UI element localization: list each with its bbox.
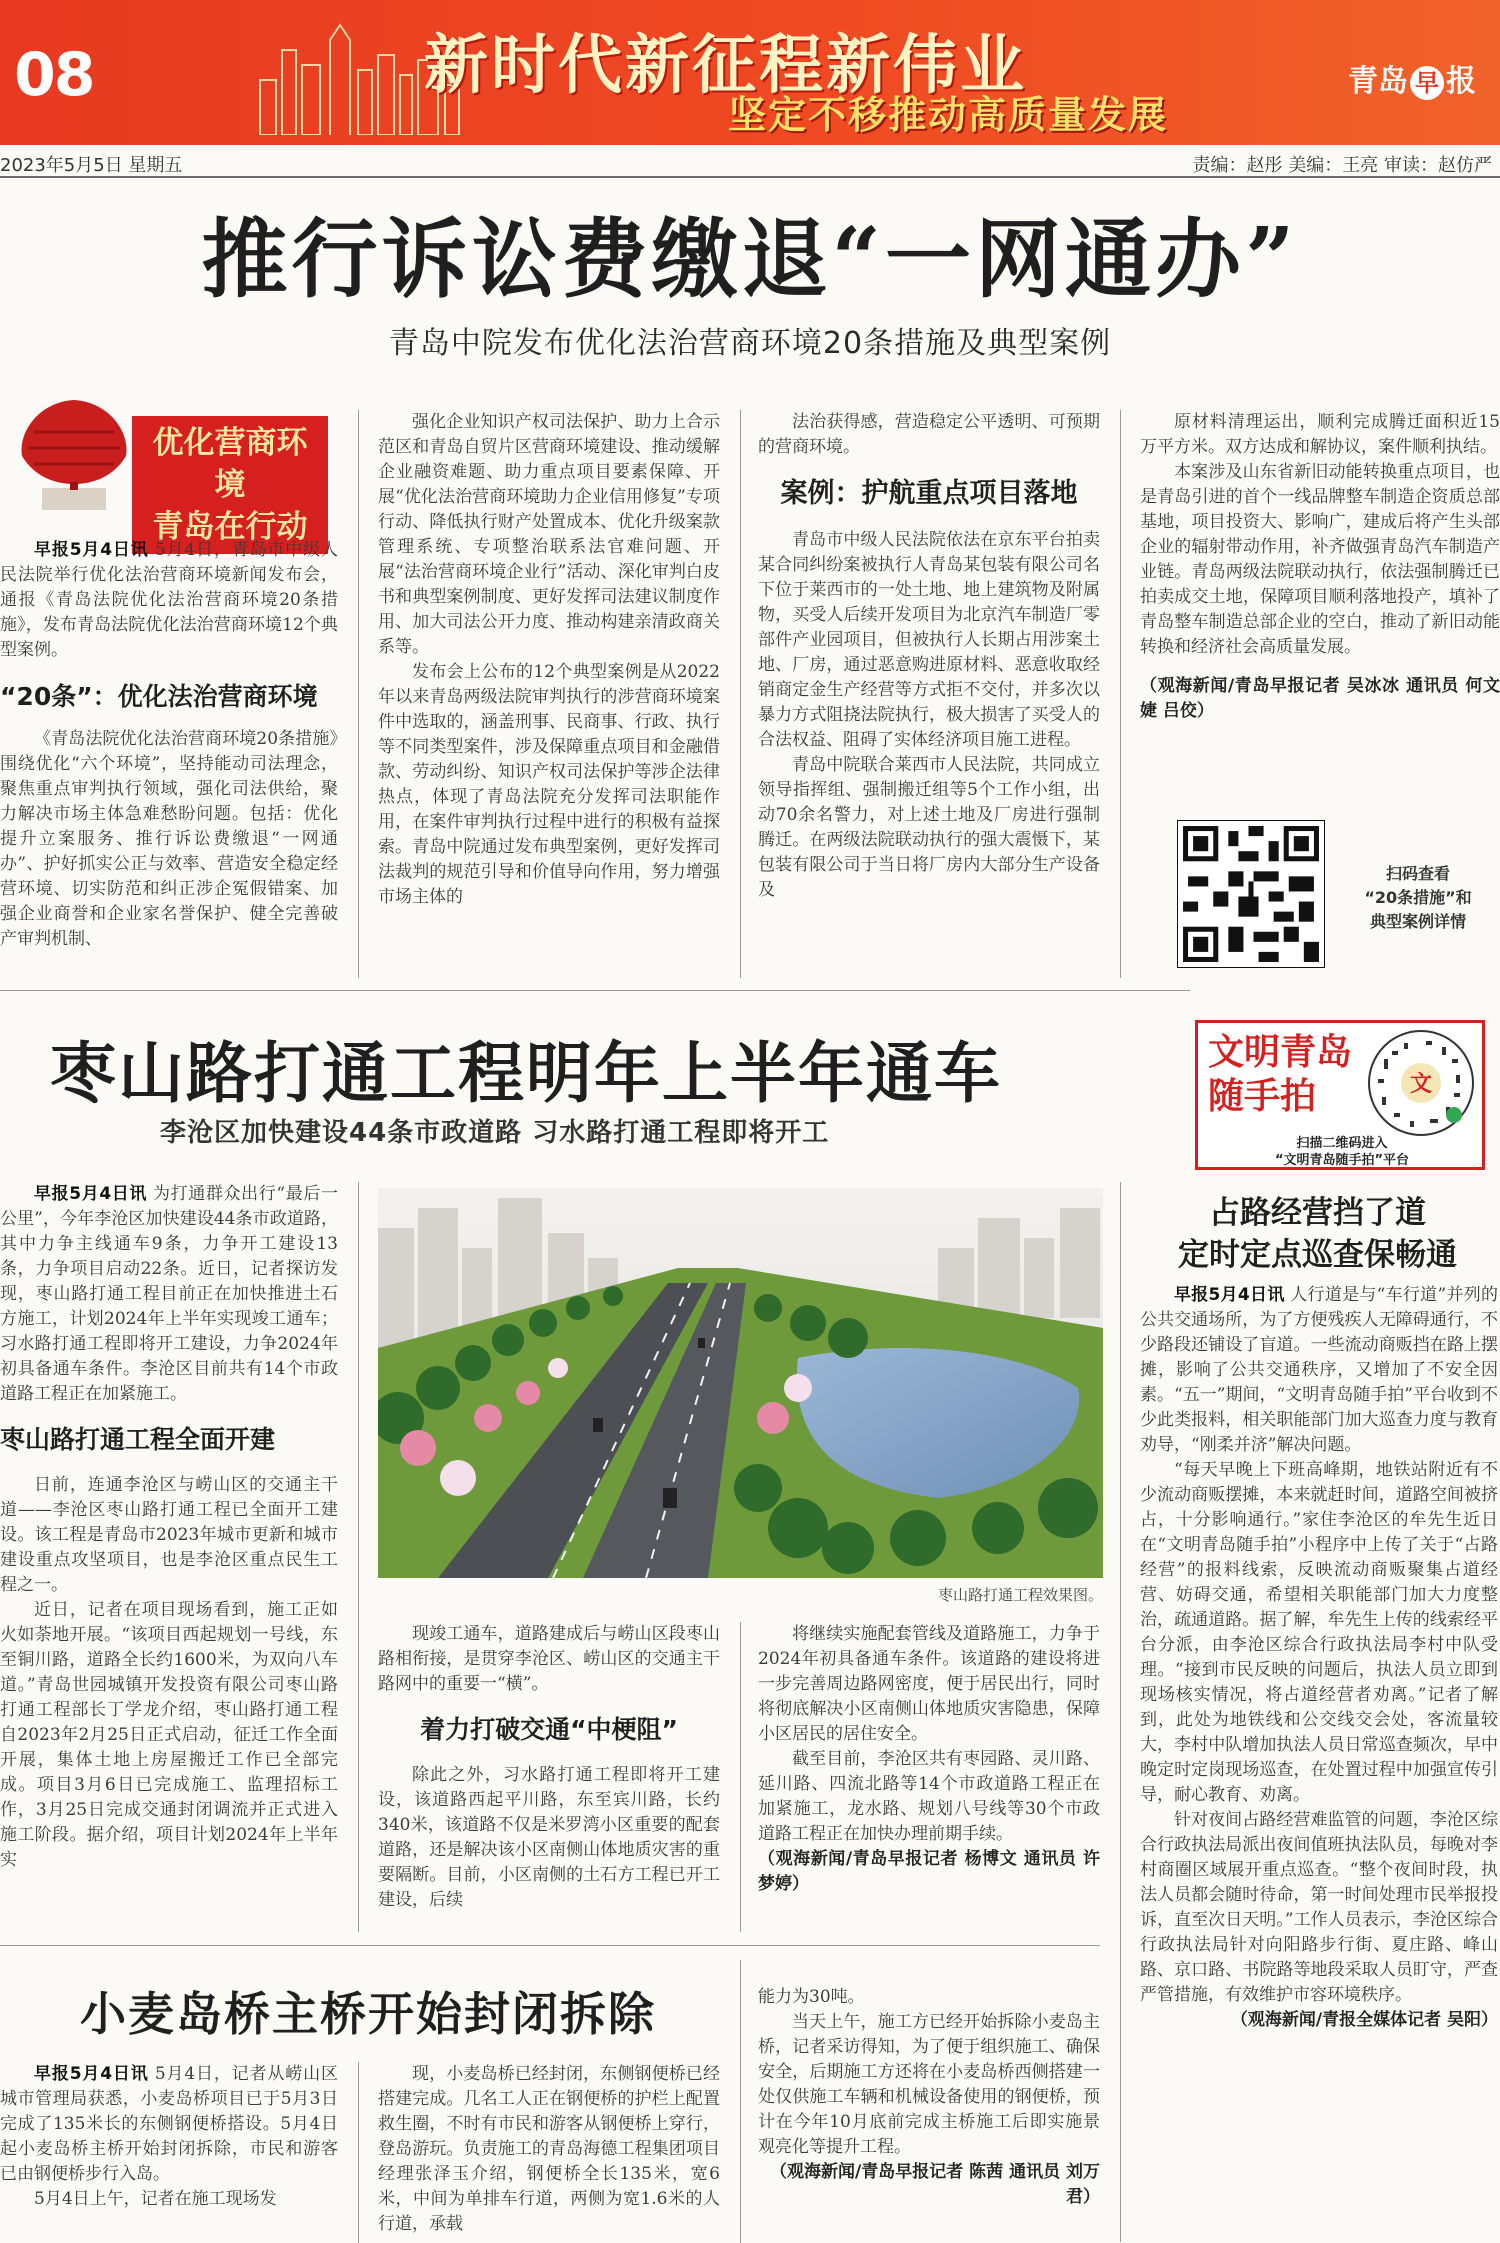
column-divider [740, 1960, 741, 2243]
banner-title: 新时代新征程新伟业 [424, 29, 1027, 103]
article2-lead-paragraph: 早报5月4日讯 为打通群众出行“最后一公里”，今年李沧区加快建设44条市政道路，其中力争主线通车9条，力争开工建设13条，力争项目启动22条。近日，记者探访发现，枣山路打通工程目前正在加快推进土石方施工，计划2024年上半年实现竣工通车；习水路打通工程即将开工建设，力争2024年初具备通车条件。李沧区目前共有14个市政道路工程正在加紧施工。 [0, 1184, 338, 1404]
article1-paragraph: 强化企业知识产权司法保护、助力上合示范区和青岛自贸片区营商环境建设、推动缓解企业融资难题、助力重点项目要素保障、开展“优化法治营商环境助力企业信用修复”专项行动、降低执行财产处置成本、优化升级案款管理系统、专项整治联系法官难问题、开展“法治营商环境企业行”活动、深化审判白皮书和典型案例制度、更好发挥司法建议制度作用、加大司法公开力度、推动构建亲清政商关系等。 [378, 412, 720, 657]
article1-paragraph: 法治获得感，营造稳定公平透明、可预期的营商环境。 [758, 412, 1100, 457]
editor-credits: 责编：赵彤 美编：王亮 审读：赵仿严 [1192, 155, 1492, 176]
article1-credit: （观海新闻/青岛早报记者 吴冰冰 通讯员 何文婕 吕佼） [1140, 676, 1500, 721]
campaign-badge: 优化营商环境 青岛在行动 [132, 416, 328, 554]
article1-section-heading-2: 案例：护航重点项目落地 [780, 478, 1078, 509]
article4-headline: 小麦岛桥主桥开始封闭拆除 [80, 1987, 656, 2041]
column-divider [358, 1182, 359, 1932]
article2-column-3 [758, 1622, 1100, 1932]
article3-headline: 占路经营挡了道 定时定点巡查保畅通 [1178, 1195, 1457, 1273]
civilized-note: 扫描二维码进入 “文明青岛随手拍”平台 [1274, 1136, 1410, 1168]
article4-credit: （观海新闻/青岛早报记者 陈茜 通讯员 刘万君） [770, 2162, 1100, 2207]
column-divider [740, 410, 741, 978]
article1-paragraph: 青岛中院联合莱西市人民法院，共同成立领导指挥组、强制搬迁组等5个工作小组，出动70余名警力，对上述土地及厂房进行强制腾迁。在两级法院联动执行的强大震慑下，某包装有限公司于当日将厂房内大部分生产设备及 [758, 755, 1100, 900]
article2-paragraph: 截至目前，李沧区共有枣园路、灵川路、延川路、四流北路等14个市政道路工程正在加紧施工，龙水路、规划八号线等30个市政道路工程正在加快办理前期手续。 [758, 1749, 1100, 1844]
article2-paragraph: 除此之外，习水路打通工程即将开工建设，该道路西起平川路，东至宾川路，长约340米，该道路不仅是米罗湾小区重要的配套道路，还是解决该小区南侧山体地质灾害的重要隔断。目前，小区南侧的土石方工程已开工建设，后续 [378, 1765, 720, 1910]
article2-section-heading-2: 着力打破交通“中梗阻” [420, 1715, 678, 1744]
article1-column-3 [758, 410, 1100, 978]
section-rule [0, 990, 1190, 991]
article1-paragraph: 本案涉及山东省新旧动能转换重点项目，也是青岛引进的首个一线品牌整车制造企资质总部基地，项目投资大、影响广，建成后将产生头部企业的辐射带动作用，补齐做强青岛汽车制造产业链。青岛两级法院联动执行，依法强制腾迁已拍卖成交土地，保障项目顺利落地投产，填补了青岛整车制造总部企业的空白，推动了新旧动能转换和经济社会高质量发展。 [1140, 462, 1500, 657]
mini-program-code-icon[interactable] [1364, 1029, 1478, 1137]
article4-lead-paragraph: 早报5月4日讯 5月4日，记者从崂山区城市管理局获悉，小麦岛桥项目已于5月3日完成了135米长的东侧钢便桥搭设。5月4日起小麦岛桥主桥开始封闭拆除，市民和游客已由钢便桥步行入岛。 [0, 2064, 338, 2184]
landmark-sculpture-icon [14, 392, 134, 514]
article1-paragraph: 发布会上公布的12个典型案例是从2022年以来青岛两级法院审判执行的涉营商环境案件中选取的，涵盖刑事、民商事、行政、执行等不同类型案件，涉及保障重点项目和金融借款、劳动纠纷、知识产权司法保护等涉企法律热点，体现了青岛法院充分发挥司法职能作用，在案件审判执行过程中进行的积极有益探索。青岛中院通过发布典型案例，更好发挥司法裁判的规范引导和价值导向作用，努力增强市场主体的 [378, 662, 720, 907]
article1-paragraph: 《青岛法院优化法治营商环境20条措施》围绕优化“六个环境”，坚持能动司法理念，聚焦重点审判执行领域，强化司法供给，聚力解决市场主体急难愁盼问题。包括：优化提升立案服务、推行诉讼费缴退“一网通办”、护好抓实公正与效率、营造安全稳定经营环境、切实防范和纠正涉企冤假错案、加强企业商誉和企业家名誉保护、健全完善破产审判机制、 [0, 729, 338, 949]
article3-column [1140, 1283, 1498, 2243]
article2-headline: 枣山路打通工程明年上半年通车 [50, 1034, 1002, 1112]
column-divider [740, 1622, 741, 1932]
photo-caption: 枣山路打通工程效果图。 [937, 1586, 1103, 1604]
header-rule [0, 176, 1500, 178]
article2-column-2 [378, 1622, 720, 1932]
article4-column-1 [0, 2062, 338, 2243]
article4-column-2 [378, 2062, 720, 2243]
article1-column-1 [0, 538, 338, 978]
svg-text:文: 文 [1409, 1072, 1433, 1097]
article1-paragraph: 原材料清理运出，顺利完成腾迁面积近15万平方米。双方达成和解协议，案件顺利执结。 [1140, 412, 1500, 457]
article2-column-1 [0, 1182, 338, 1932]
article3-lead-paragraph: 早报5月4日讯 人行道是与“车行道”并列的公共交通场所，为了方便残疾人无障碍通行，不少路段还铺设了盲道。一些流动商贩挡在路上摆摊，影响了公共交通秩序，又增加了不安全因素。“五一”期间，“文明青岛随手拍”平台收到不少此类报料，相关职能部门加大巡查力度与教育劝导，“刚柔并济”解决问题。 [1140, 1285, 1498, 1455]
article2-paragraph: 近日，记者在项目现场看到，施工正如火如荼地开展。“该项目西起规划一号线，东至铜川路，道路全长约1600米，为双向八车道。”青岛世园城镇开发投资有限公司枣山路打通工程部长丁学龙介绍，枣山路打通工程自2023年2月25日正式启动，征迁工作全面开展，集体土地上房屋搬迁工作已全部完成。项目3月6日已完成施工、监理招标工作，3月25日完成交通封闭调流并正式进入施工阶段。据介绍，项目计划2024年上半年实 [0, 1600, 338, 1870]
column-divider [1120, 1182, 1121, 2242]
newspaper-logo: 青岛 早 报 [1348, 64, 1476, 99]
article3-paragraph: “每天早晚上下班高峰期，地铁站附近有不少流动商贩摆摊，本来就赶时间，道路空间被挤占，十分影响通行。”家住李沧区的牟先生近日在“文明青岛随手拍”小程序中上传了关于“占路经营”的报料线索，反映流动商贩聚集占道经营、妨碍交通，希望相关职能部门加大力度整治，疏通道路。据了解，牟先生上传的线索经平台分派，由李沧区综合行政执法局李村中队受理。“接到市民反映的问题后，执法人员立即到现场核实情况，将占道经营者劝离。”记者了解到，此处为地铁线和公交线交会处，客流量较大，李村中队增加执法人员日常巡查频次，早中晚定时定岗现场巡查，在处置过程中加强宣传引导，耐心教育、劝离。 [1140, 1460, 1498, 1805]
article1-column-4 [1140, 410, 1500, 780]
page-number: 08 [14, 40, 94, 110]
article1-headline: 推行诉讼费缴退“一网通办” [201, 209, 1299, 310]
road-rendering-image [378, 1188, 1103, 1578]
article1-column-2 [378, 410, 720, 978]
article4-paragraph: 现，小麦岛桥已经封闭，东侧钢便桥已经搭建完成。几名工人正在钢便桥的护栏上配置救生圈，不时有市民和游客从钢便桥上穿行，登岛游玩。负责施工的青岛海德工程集团项目经理张泽玉介绍，钢便桥全长135米，宽6米，中间为单排车行道，两侧为宽1.6米的人行道，承载 [378, 2064, 720, 2234]
article1-section-heading-1: “20条”：优化法治营商环境 [0, 682, 318, 711]
qr-caption: 扫码查看 “20条措施”和 典型案例详情 [1364, 864, 1472, 931]
page-header-banner [0, 0, 1500, 145]
article2-subhead: 李沧区加快建设44条市政道路 习水路打通工程即将开工 [160, 1118, 830, 1148]
article2-paragraph: 现竣工通车，道路建成后与崂山区段枣山路相衔接，是贯穿李沧区、崂山区的交通主干路网中的重要一“横”。 [378, 1624, 720, 1694]
article2-paragraph: 日前，连通李沧区与崂山区的交通主干道——李沧区枣山路打通工程已全面开工建设。该工程是青岛市2023年城市更新和城市建设重点攻坚项目，也是李沧区重点民生工程之一。 [0, 1475, 338, 1595]
column-divider [1120, 410, 1121, 978]
column-divider [358, 2062, 359, 2243]
article2-credit: （观海新闻/青岛早报记者 杨博文 通讯员 许梦婷） [758, 1849, 1100, 1894]
article4-column-3 [758, 1985, 1100, 2243]
civilized-title: 文明青岛 随手拍 [1208, 1032, 1353, 1117]
qr-code-icon[interactable] [1177, 820, 1325, 968]
road-rendering-photo [378, 1188, 1103, 1578]
article3-credit: （观海新闻/青报全媒体记者 吴阳） [1230, 2010, 1498, 2030]
article2-section-heading-1: 枣山路打通工程全面开建 [0, 1425, 276, 1454]
section-rule [0, 1945, 1100, 1946]
article3-paragraph: 针对夜间占路经营难监管的问题，李沧区综合行政执法局派出夜间值班执法队员，每晚对李村商圈区域展开重点巡查。“整个夜间时段，执法人员都会随时待命，第一时间处理市民举报投诉，直至次日天明。”工作人员表示，李沧区综合行政执法局针对向阳路步行街、夏庄路、峰山路、京口路、书院路等地段采取人员盯守，严查严管措施，有效维护市容环境秩序。 [1140, 1810, 1498, 2005]
article1-lead-paragraph: 早报5月4日讯 5月4日，青岛市中级人民法院举行优化法治营商环境新闻发布会，通报《青岛法院优化法治营商环境20条措施》，发布青岛法院优化法治营商环境12个典型案例。 [0, 540, 338, 660]
banner-subtitle: 坚定不移推动高质量发展 [728, 92, 1169, 137]
article4-paragraph: 能力为30吨。 [758, 1987, 865, 2007]
column-divider [358, 410, 359, 978]
article4-paragraph: 当天上午，施工方已经开始拆除小麦岛主桥，记者采访得知，为了便于组织施工、确保安全，后期施工方还将在小麦岛桥西侧搭建一处仅供施工车辆和机械设备使用的钢便桥，预计在今年10月底前完成主桥施工后即实施景观亮化等提升工程。 [758, 2012, 1100, 2157]
issue-date: 2023年5月5日 星期五 [0, 155, 183, 176]
article4-paragraph: 5月4日上午，记者在施工现场发 [34, 2189, 277, 2209]
article2-paragraph: 将继续实施配套管线及道路施工，力争于2024年初具备通车条件。该道路的建设将进一步完善周边路网密度，便于居民出行，同时将彻底解决小区南侧山体地质灾害隐患，保障小区居民的居住安全。 [758, 1624, 1100, 1744]
civilized-qingdao-box[interactable] [1195, 1020, 1485, 1170]
article1-subhead: 青岛中院发布优化法治营商环境20条措施及典型案例 [388, 326, 1112, 361]
article1-paragraph: 青岛市中级人民法院依法在京东平台拍卖某合同纠纷案被执行人青岛某包装有限公司名下位于莱西市的一处土地、地上建筑物及附属物，买受人后续开发项目为北京汽车制造厂零部件产业园项目，但被执行人长期占用涉案土地、厂房，通过恶意购进原材料、恶意收取经销商定金生产经营等方式拒不交付，并多次以暴力方式阻挠法院执行，极大损害了买受人的合法权益、阻碍了实体经济项目施工进程。 [758, 530, 1100, 750]
